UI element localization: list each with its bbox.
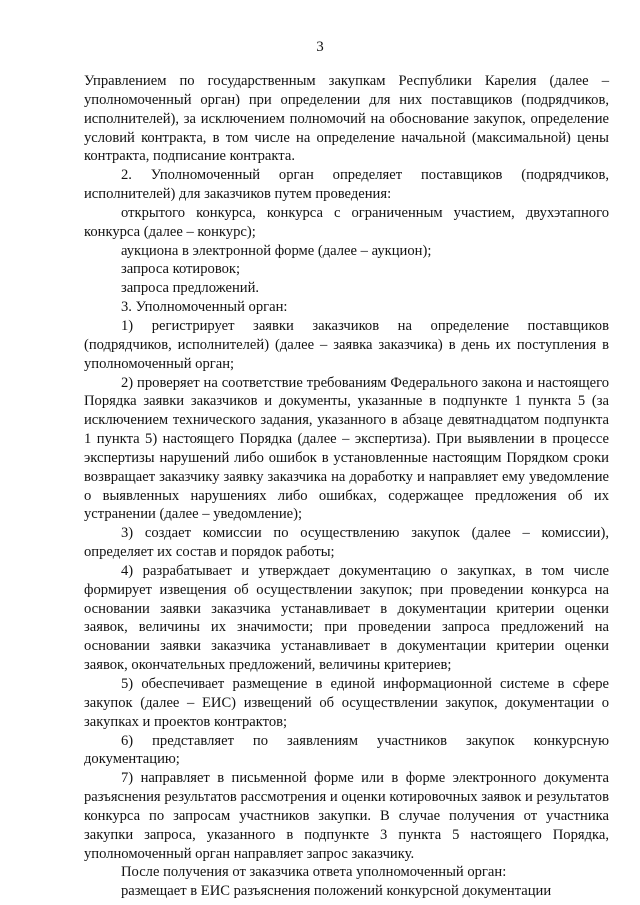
paragraph: 5) обеспечивает размещение в единой информационной системе в сфере закупок (далее – ЕИС) извещений об осуществлении закупок, документации о закупках и проектов контрактов; [84, 676, 609, 730]
paragraph: запроса предложений. [121, 280, 260, 297]
paragraph: 3) создает комиссии по осуществлению закупок (далее – комиссии), определяет их состав и порядок работы; [84, 525, 609, 561]
paragraph: 2. Уполномоченный орган определяет поставщиков (подрядчиков, исполнителей) для заказчиков путем проведения: [84, 167, 609, 203]
paragraph: аукциона в электронной форме (далее – аукцион); [121, 242, 432, 259]
paragraph: 2) проверяет на соответствие требованиям Федерального закона и настоящего Порядка заявки заказчиков и документы, указанные в подпункте 1 пункта 5 (за исключением технического задания, указанного в абзаце девятнадцатом подпункта 1 пункта 5) настоящего Порядка (далее – экспертиза). При выявлении в процессе экспертизы нарушений либо ошибок в установленные настоящим Порядком сроки возвращает заказчику заявку заказчика на доработку и направляет ему уведомление о выявленных нарушениях либо ошибках, содержащее предложения об их устранении (далее – уведомление); [84, 374, 609, 523]
paragraph: После получения от заказчика ответа уполномоченный орган: [121, 864, 507, 881]
paragraph: 4) разрабатывает и утверждает документацию о закупках, в том числе формирует извещения об осуществлении закупок; при проведении конкурса на основании заявки заказчика устанавливает в документации критерии оценки заявок, величины их значимости; при проведении запроса предложений на основании заявки заказчика устанавливает в документации критерии оценки заявок, окончательных предложений, величины критериев; [84, 562, 609, 674]
paragraph: размещает в ЕИС разъяснения положений конкурсной документации [121, 883, 552, 900]
paragraph: открытого конкурса, конкурса с ограниченным участием, двухэтапного конкурса (далее – конкурс); [84, 204, 609, 240]
paragraph: запроса котировок; [121, 261, 241, 278]
page-number: 3 [316, 39, 324, 55]
paragraph: 6) представляет по заявлениям участников закупок конкурсную документацию; [84, 732, 609, 768]
document-body [84, 72, 609, 901]
paragraph: Управлением по государственным закупкам Республики Карелия (далее – уполномоченный орган) при определении для них поставщиков (подрядчиков, исполнителей), за исключением полномочий на обоснование закупок, определение условий контракта, в том числе на определение начальной (максимальной) цены контракта, подписание контракта. [84, 73, 609, 165]
paragraph: 3. Уполномоченный орган: [121, 299, 288, 316]
paragraph: 1) регистрирует заявки заказчиков на определение поставщиков (подрядчиков, исполнителей) (далее – заявка заказчика) в день их поступления в уполномоченный орган; [84, 317, 609, 372]
paragraph: 7) направляет в письменной форме или в форме электронного документа разъяснения результатов рассмотрения и оценки котировочных заявок и результатов конкурса по запросам участников закупки. В случае получения от участника закупки запроса, указанного в подпункте 3 пункта 5 настоящего Порядка, уполномоченный орган направляет запрос заказчику. [84, 770, 609, 862]
